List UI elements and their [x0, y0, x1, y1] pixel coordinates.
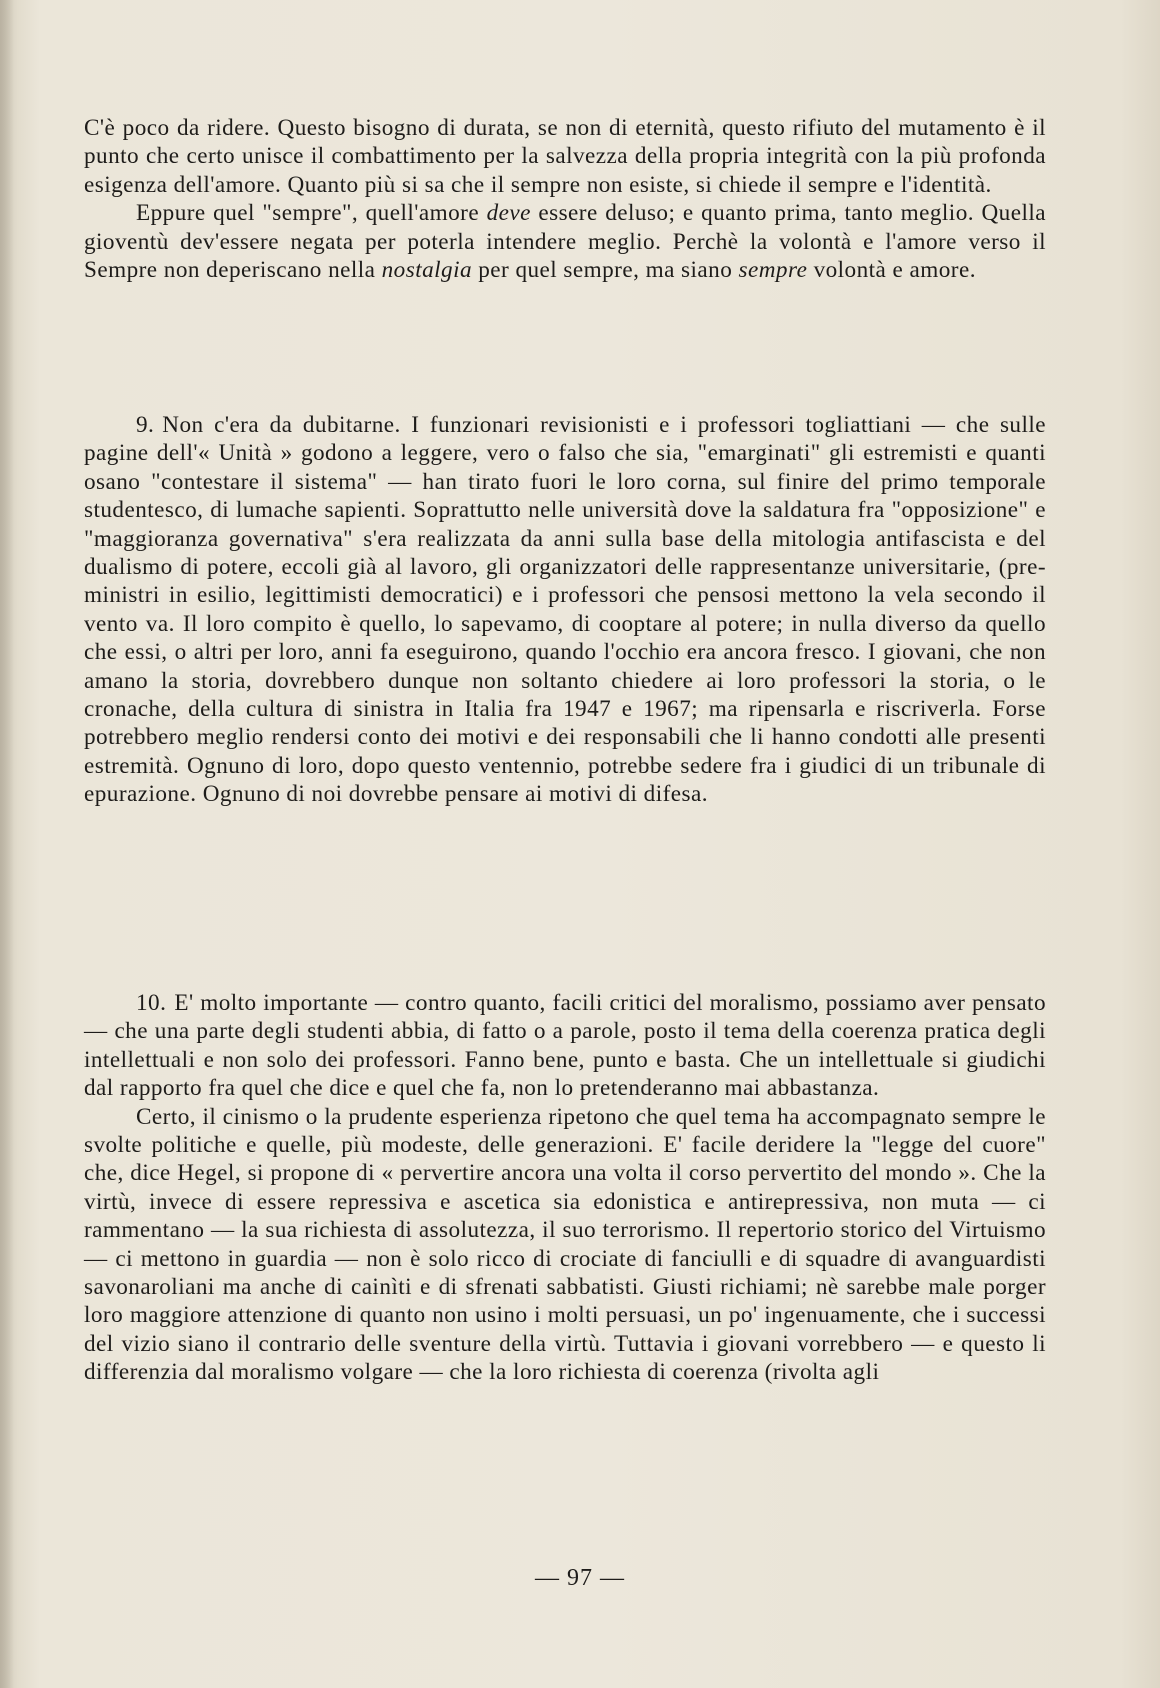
- section-number-10: 10.: [136, 990, 167, 1016]
- emphasis-nostalgia: nostalgia: [381, 257, 473, 284]
- emphasis-sempre: sempre: [738, 257, 808, 284]
- emphasis-deve: deve: [486, 200, 531, 227]
- paragraph-section-10: [84, 989, 1046, 1103]
- text-run: essere deluso; e quanto prima, tanto meglio. Quella gioventù dev'essere negata per poterla intendere meglio. Perchè la volontà e l'amore verso il Sempre non deperiscano nella: [84, 200, 1046, 284]
- page-edge-shadow: [0, 0, 14, 1688]
- paragraph-section-9: [84, 411, 1046, 809]
- paragraph-certo: Certo, il cinismo o la prudente esperienza ripetono che quel tema ha accompagnato sempre le svolte politiche e quelle, più modeste, delle generazioni. E' facile deridere la "legge del cuore" che, dice Hegel, si propone di « pervertire ancora una volta il corso pervertito del mondo ». Che la virtù, invece di essere repressiva e ascetica sia edonistica e antirepressiva, non muta — ci rammentano — la sua richiesta di assolutezza, il suo terrorismo. Il repertorio storico del Virtuismo — ci mettono in guardia — non è solo ricco di crociate di fanciulli e di squadre di avanguardisti savonaroliani ma anche di cainìti e di sfrenati sabbatisti. Giusti richiami; nè sarebbe male porger loro maggiore attenzione di quanto non usino i molti persuasi, un po' ingenuamente, che i successi del vizio siano il contrario delle sventure della virtù. Tuttavia i giovani vorrebbero — e questo li differenzia dal moralismo volgare — che la loro richiesta di coerenza (rivolta agli: [84, 1103, 1046, 1386]
- page-number: — 97 —: [535, 1565, 625, 1591]
- section-9: [84, 411, 1046, 809]
- opening-block: [84, 114, 1046, 284]
- section-9-text: Non c'era da dubitarne. I funzionari revisionisti e i professori togliattiani — che sulle pagine dell'« Unità » godono a leggere, vero o falso che sia, "emarginati" gli estremisti e quanti osano "contestare il sistema" — han tirato fuori le loro corna, sul finire del primo temporale studentesco, di lumache sapienti. Soprattutto nelle università dove la saldatura fra "opposizione" e "maggioranza governativa" s'era realizzata da anni sulla base della mitologia antifascista e del dualismo di potere, eccoli già al lavoro, gli organizzatori delle rappresentanze universitarie, (pre-ministri in esilio, legittimisti democratici) e i professori che pensosi mettono la vela secondo il vento va. Il loro compito è quello, lo sapevamo, di cooptare al potere; in nulla diverso da quello che essi, o altri per loro, anni fa eseguirono, quando l'occhio era ancora fresco. I giovani, che non amano la storia, dovrebbero dunque non soltanto chiedere ai loro professori la storia, o le cronache, della cultura di sinistra in Italia fra 1947 e 1967; ma ripensarla e riscriverla. Forse potrebbero meglio rendersi conto dei motivi e dei responsabili che li hanno condotti alle presenti estremità. Ognuno di loro, dopo questo ventennio, potrebbe sedere fra i giudici di un tribunale di epurazione. Ognuno di noi dovrebbe pensare ai motivi di difesa.: [84, 412, 1046, 808]
- paragraph-eppure: [84, 199, 1046, 284]
- section-number-9: 9.: [136, 412, 155, 438]
- section-10: [84, 989, 1046, 1387]
- section-10-text: E' molto importante — contro quanto, facili critici del moralismo, possiamo aver pensato — che una parte degli studenti abbia, di fatto o a parole, posto il tema della coerenza pratica degli intellettuali e non solo dei professori. Fanno bene, punto e basta. Che un intellettuale si giudichi dal rapporto fra quel che dice e quel che fa, non lo pretenderanno mai abbastanza.: [84, 990, 1046, 1102]
- text-run: volontà e amore.: [807, 257, 976, 284]
- text-run: per quel sempre, ma siano: [472, 257, 739, 284]
- text-run: Eppure quel "sempre", quell'amore: [136, 200, 487, 227]
- paragraph-opening: C'è poco da ridere. Questo bisogno di durata, se non di eternità, questo rifiuto del mutamento è il punto che certo unisce il combattimento per la salvezza della propria integrità con la più profonda esigenza dell'amore. Quanto più si sa che il sempre non esiste, si chiede il sempre e l'identità.: [84, 115, 1046, 198]
